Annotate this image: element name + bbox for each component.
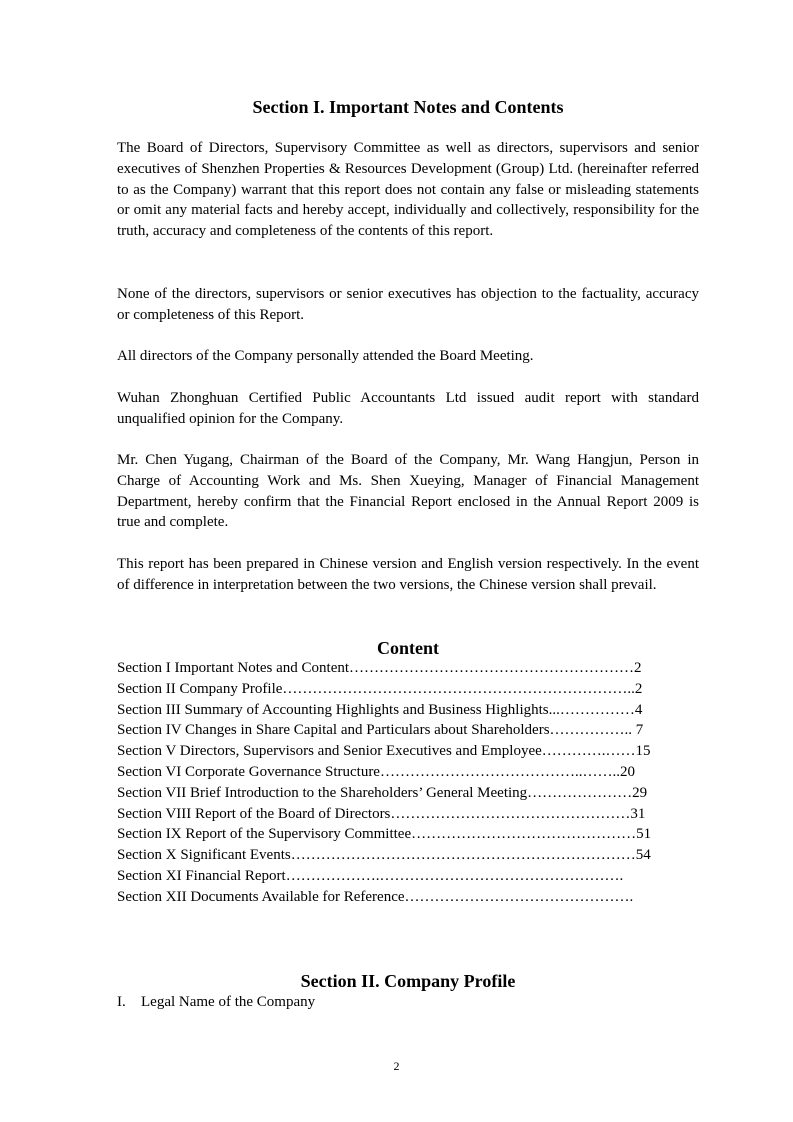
toc-entry: Section II Company Profile……………………………………………………………..2 — [117, 680, 643, 697]
paragraph-audit-opinion: Wuhan Zhonghuan Certified Public Accountants Ltd issued audit report with standard unqualified opinion for the Company. — [117, 390, 699, 427]
toc-entry: Section X Significant Events……………………………………………………………54 — [117, 847, 651, 864]
table-of-contents — [117, 658, 699, 908]
toc-entry: Section VIII Report of the Board of Directors…………………………………………31 — [117, 805, 646, 822]
toc-entry: Section III Summary of Accounting Highlights and Business Highlights...……………4 — [117, 701, 643, 718]
paragraph-no-objection: None of the directors, supervisors or senior executives has objection to the factuality, accuracy or completeness of this Report. — [117, 286, 699, 323]
page-number: 2 — [393, 1059, 400, 1073]
toc-entry: Section V Directors, Supervisors and Senior Executives and Employee………….……15 — [117, 743, 651, 760]
toc-entry: Section VII Brief Introduction to the Shareholders’ General Meeting…………………29 — [117, 784, 648, 801]
paragraph-board-attendance: All directors of the Company personally attended the Board Meeting. — [117, 348, 534, 364]
contents-title: Content — [377, 638, 439, 658]
paragraph-responsibility-statement: The Board of Directors, Supervisory Committee as well as directors, supervisors and senior executives of Shenzhen Properties & Resources Development (Group) Ltd. (hereinafter referred to as the Company) warrant that this report does not contain any false or misleading statements or omit any material facts and hereby accept, individually and collectively, responsibility for the truth, accuracy and completeness of the contents of this report. — [117, 140, 699, 240]
toc-entry: Section IX Report of the Supervisory Committee………………………………………51 — [117, 826, 652, 843]
toc-entry: Section XII Documents Available for Reference………………………………………. — [117, 888, 634, 905]
section-1-title: Section I. Important Notes and Contents — [252, 97, 564, 117]
paragraph-language-versions: This report has been prepared in Chinese version and English version respectively. In the event of difference in interpretation between the two versions, the Chinese version shall prevail. — [117, 556, 699, 593]
section-2-title: Section II. Company Profile — [300, 971, 516, 991]
legal-name-item — [117, 992, 315, 1013]
list-item-number: I. — [117, 994, 126, 1010]
list-item-text: Legal Name of the Company — [141, 994, 316, 1010]
paragraph-financial-confirmation: Mr. Chen Yugang, Chairman of the Board of the Company, Mr. Wang Hangjun, Person in Charge of Accounting Work and Ms. Shen Xueying, Manager of Financial Management Department, hereby confirm that the Financial Report enclosed in the Annual Report 2009 is true and complete. — [117, 452, 699, 531]
toc-entry: Section VI Corporate Governance Structure…………………………………..……..20 — [117, 763, 635, 780]
toc-entry: Section IV Changes in Share Capital and Particulars about Shareholders…………….. 7 — [117, 722, 644, 739]
toc-entry: Section I Important Notes and Content…………………………………………………2 — [117, 660, 642, 676]
toc-entry: Section XI Financial Report……………….…………………………………………. — [117, 867, 624, 884]
